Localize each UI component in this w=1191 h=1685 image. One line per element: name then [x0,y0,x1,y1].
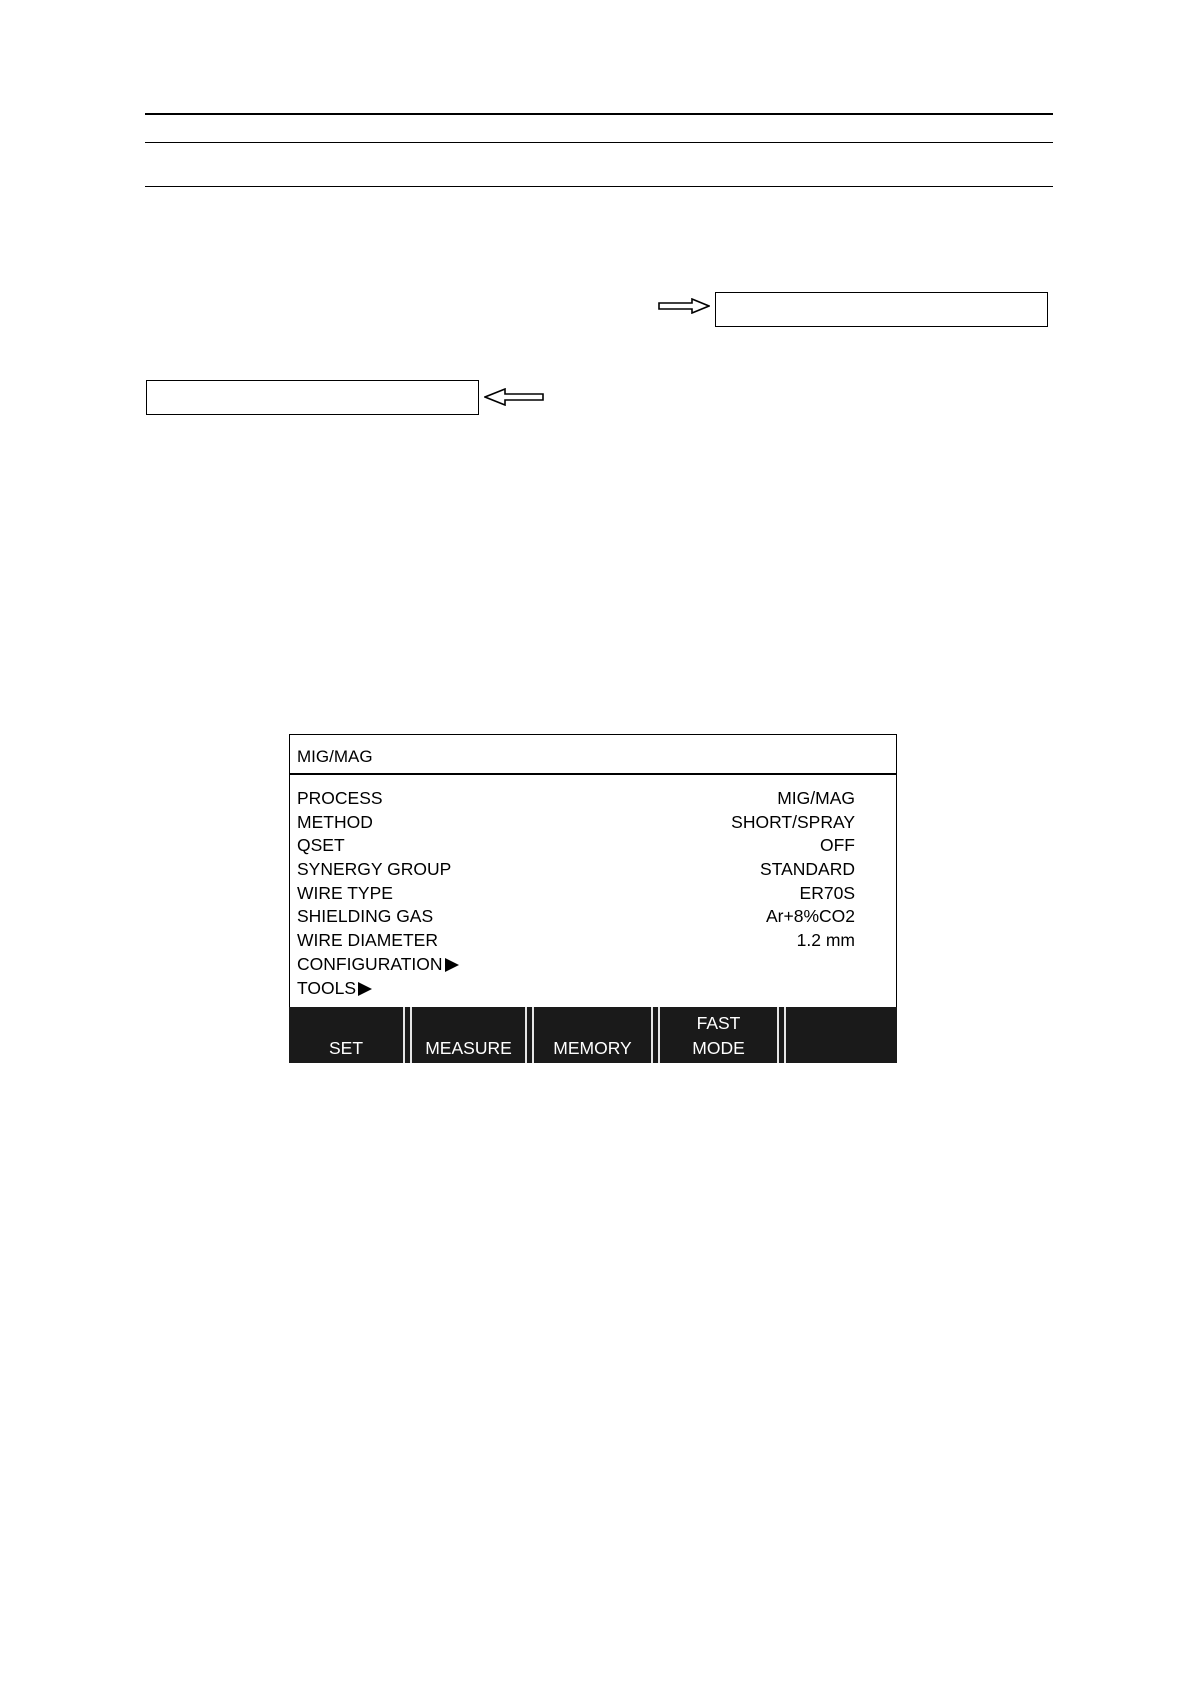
triangle-right-icon [358,982,372,996]
softkey-blank[interactable] [786,1007,897,1063]
callout-box-left [146,380,479,415]
header-rule-middle [145,142,1053,143]
setting-value: STANDARD [760,859,855,880]
setting-label: WIRE TYPE [297,882,393,903]
display-panel [289,734,898,1063]
triangle-right-icon [445,958,459,972]
softkey-memory[interactable] [534,1007,651,1063]
setting-label: CONFIGURATION [297,953,443,974]
setting-row-qset[interactable] [297,834,855,858]
softkey-bar [289,1007,897,1063]
softkey-separator [525,1007,534,1063]
setting-label: SYNERGY GROUP [297,859,452,880]
setting-value: MIG/MAG [777,788,855,808]
softkey-set[interactable] [289,1007,403,1063]
setting-label-with-submenu [297,977,372,1001]
setting-label-with-submenu [297,953,459,977]
setting-row-shielding-gas[interactable] [297,905,855,929]
softkey-measure[interactable] [412,1007,525,1063]
header-rule-top [145,113,1053,115]
softkey-separator [777,1007,786,1063]
setting-label: SHIELDING GAS [297,906,434,927]
setting-row-wire-diameter[interactable] [297,929,855,953]
setting-label: QSET [297,835,345,856]
setting-row-tools[interactable] [297,977,855,1001]
setting-row-configuration[interactable] [297,953,855,977]
title-divider [290,773,896,775]
header-rule-bottom [145,186,1053,187]
setting-label: WIRE DIAMETER [297,930,438,951]
softkey-separator [403,1007,412,1063]
setting-label: TOOLS [297,977,357,998]
softkey-line-2: SET [328,1038,364,1058]
setting-row-method[interactable] [297,811,855,835]
setting-label: PROCESS [297,788,383,808]
display-screen [289,734,897,1007]
setting-value: Ar+8%CO2 [766,906,855,927]
arrow-right-outline-icon [658,298,710,314]
setting-row-synergy-group[interactable] [297,858,855,882]
setting-value: ER70S [799,882,855,903]
settings-list [297,787,855,1000]
display-title: MIG/MAG [297,747,373,766]
softkey-line-2: MEMORY [553,1038,632,1058]
softkey-line-2: MEASURE [425,1038,512,1058]
setting-value: 1.2 mm [796,930,855,951]
callout-box-right [715,292,1048,327]
softkey-separator [651,1007,660,1063]
setting-label: METHOD [297,811,373,832]
setting-row-wire-type[interactable] [297,882,855,906]
setting-value: SHORT/SPRAY [731,811,855,832]
softkey-fast-mode[interactable] [660,1007,777,1063]
softkey-line-1: FAST [696,1013,741,1033]
arrow-left-outline-icon [484,388,544,406]
setting-row-process[interactable] [297,787,855,811]
softkey-line-2: MODE [692,1038,745,1058]
setting-value: OFF [820,835,855,856]
